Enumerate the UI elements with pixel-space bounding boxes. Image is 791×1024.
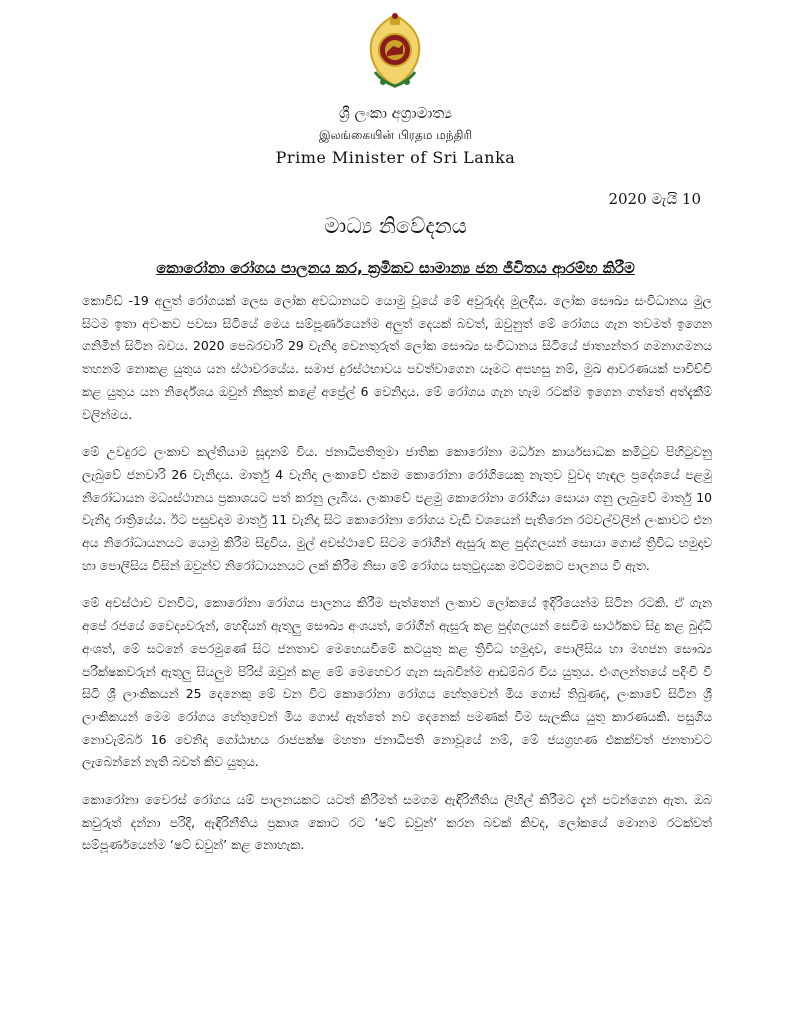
body-paragraph: කොවිඩ් -19 අලුත් රෝගයක් ලෙස ලෝක අවධානයට යොමු වූයේ මේ අවුරුද්ද මුලදීය. ලෝක සෞඛ්‍ය සංවිධානය මුල සිටම ඉතා අවංකව පවසා සිටියේ මෙය සම්පූර්ණයෙන්ම අලුත් දෙයක් බවත්, ඔවුනුත් මේ රෝගය ගැන තවමත් ඉගෙන ගනිමින් සිටින බවය. 2020 පෙබරවාරි 29 වැනිදා වෙනතුරුත් ලෝක සෞඛ්‍ය සංවිධානය සිටියේ ජාත්‍යන්තර ගමනාගමනය තහනම් නොකළ යුතුය යන ස්ථාවරයේය. සමාජ දුරස්ථභාවය පවත්වාගෙන යෑමට අපහසු නම්, මුඛ ආවරණයක් පාවිච්චි කළ යුතුය යන නිර්දේශය ඔවුන් නිකුත් කළේ අප්‍රේල් 6 වෙනිදාය. මේ රෝගය ගැන හැම රටක්ම ඉගෙන ගත්තේ අත්දැකීම් වලින්මය. [82,293,712,422]
office-title-tamil: இலங்கையின் பிரதம மந்திரி [318,128,473,142]
office-title-sinhala: ශ්‍රී ලංකා අග්‍රාමාත්‍ය [339,104,452,122]
document-title: මාධ්‍ය නිවේදනය [324,214,467,238]
body-paragraph: මේ උවදුරට ලංකාව කල්තියාම සූදානම් විය. ජනාධිපතිතුමා ජාතික කොරෝනා මර්ධන කාර්යසාධක කමිටුව පිහිටුවනු ලැබුවේ ජනවාරි 26 වැනිදාය. මාර්තු 4 වැනිදා ලංකාවේ එකම කොරෝනා රෝගියෙකු නැතුව වුවද හැඳල ප්‍රදේශයේ පළමු නිරෝධායන මධ්‍යස්ථානය ප්‍රකාශයට පත් කරනු ලැබීය. ලංකාවේ පළමු කොරෝනා රෝගියා සොයා ගනු ලැබුවේ මාර්තු 10 වැනිදා රාත්‍රියේය. ඊට පසුවදාම මාර්තු 11 වැනිදා සිට කොරෝනා රෝගය වැඩි වශයෙන් පැතිරෙන රටවල්වලින් ලංකාවට එන අය නිරෝධායනයට යොමු කිරීම සිදුවිය. මුල් අවස්ථාවේ සිටම රෝගීන් ඇසුරු කළ පුද්ගලයන් සොයා ගොස් ත්‍රිවිධ හමුදාව හා පොලීසිය විසින් ඔවුන්ව නිරෝධායනයට ලක් කිරීම නිසා මේ රෝගය සතුටුදායක මට්ටමකට පාලනය වී ඇත. [82,444,712,573]
sri-lanka-emblem-icon [363,12,427,90]
document-body [82,290,712,872]
headline: කොරෝනා රෝගය පාලනය කර, ක්‍රමිකව සාමාන්‍ය ජන ජීවිතය ආරම්භ කිරීම [156,259,635,277]
office-title-english: Prime Minister of Sri Lanka [275,148,516,167]
body-paragraph: මේ අවස්ථාව වනවිට, කොරෝනා රෝගය පාලනය කිරීම පැත්තෙන් ලංකාව ලෝකයේ ඉදිරියෙන්ම සිටින රටකි. ඒ ගැන අපේ රජයේ වෛද්‍යවරුන්, හෙදියන් ඇතුලු සෞඛ්‍ය අංශයත්, රෝගීන් ඇසුරු කළ පුද්ගලයන් සෙවීම සාර්ථකව සිදු කළ බුද්ධි අංශත්, මේ සටනේ පෙරමුණේ සිට ජනතාව මෙහෙයවීමේ කටයුතු කළ ත්‍රිවිධ හමුදාව, පොලීසිය හා මහජන සෞඛ්‍ය පරීක්ෂකවරුන් ඇතුලු සියලුම පිරිස් ඔවුන් කළ මේ මෙහෙවර ගැන සැබවින්ම ආඩම්බර විය යුතුය. එංගලන්තයේ පදිංචි වී සිටි ශ්‍රී ලාංකිකයන් 25 දෙනෙකු මේ වන විට කොරෝනා රෝගය හේතුවෙන් මිය ගොස් තිබුණද, ලංකාවේ සිටින ශ්‍රී ලාංකිකයන් මෙම රෝගය හේතුවෙන් මිය ගොස් ඇත්තේ නව දෙනෙක් පමණක් වීම සැලකිය යුතු කාරණයකි. පසුගිය නොවැම්බර් 16 වෙනිදා ගෝඨාභය රාජපක්ෂ මහතා ජනාධිපති නොවූයේ නම්, මේ ජයග්‍රහණ එකක්වත් ජනතාවට ලැබෙන්නේ නැති බවත් කිව යුතුය. [82,595,712,770]
release-date: 2020 මැයි 10 [608,190,701,208]
body-paragraph: කොරෝනා වෛරස් රෝගය යම් පාලනයකට යටත් කිරීමත් සමගම ඇඳිරිනීතිය ලිහිල් කිරීමට දැන් පටන්ගෙන ඇත. ඔබ කවුරුත් දන්නා පරිදි, ඇඳිරිනීතිය ප්‍රකාශ කොට රට ‘ෂට් ඩවුන්’ කරන බවක් කිවද, ලෝකයේ මොනම රටක්වත් සම්පූර්ණයෙන්ම ‘ෂට් ඩවුන්’ කළ නොහැක. [82,792,712,853]
